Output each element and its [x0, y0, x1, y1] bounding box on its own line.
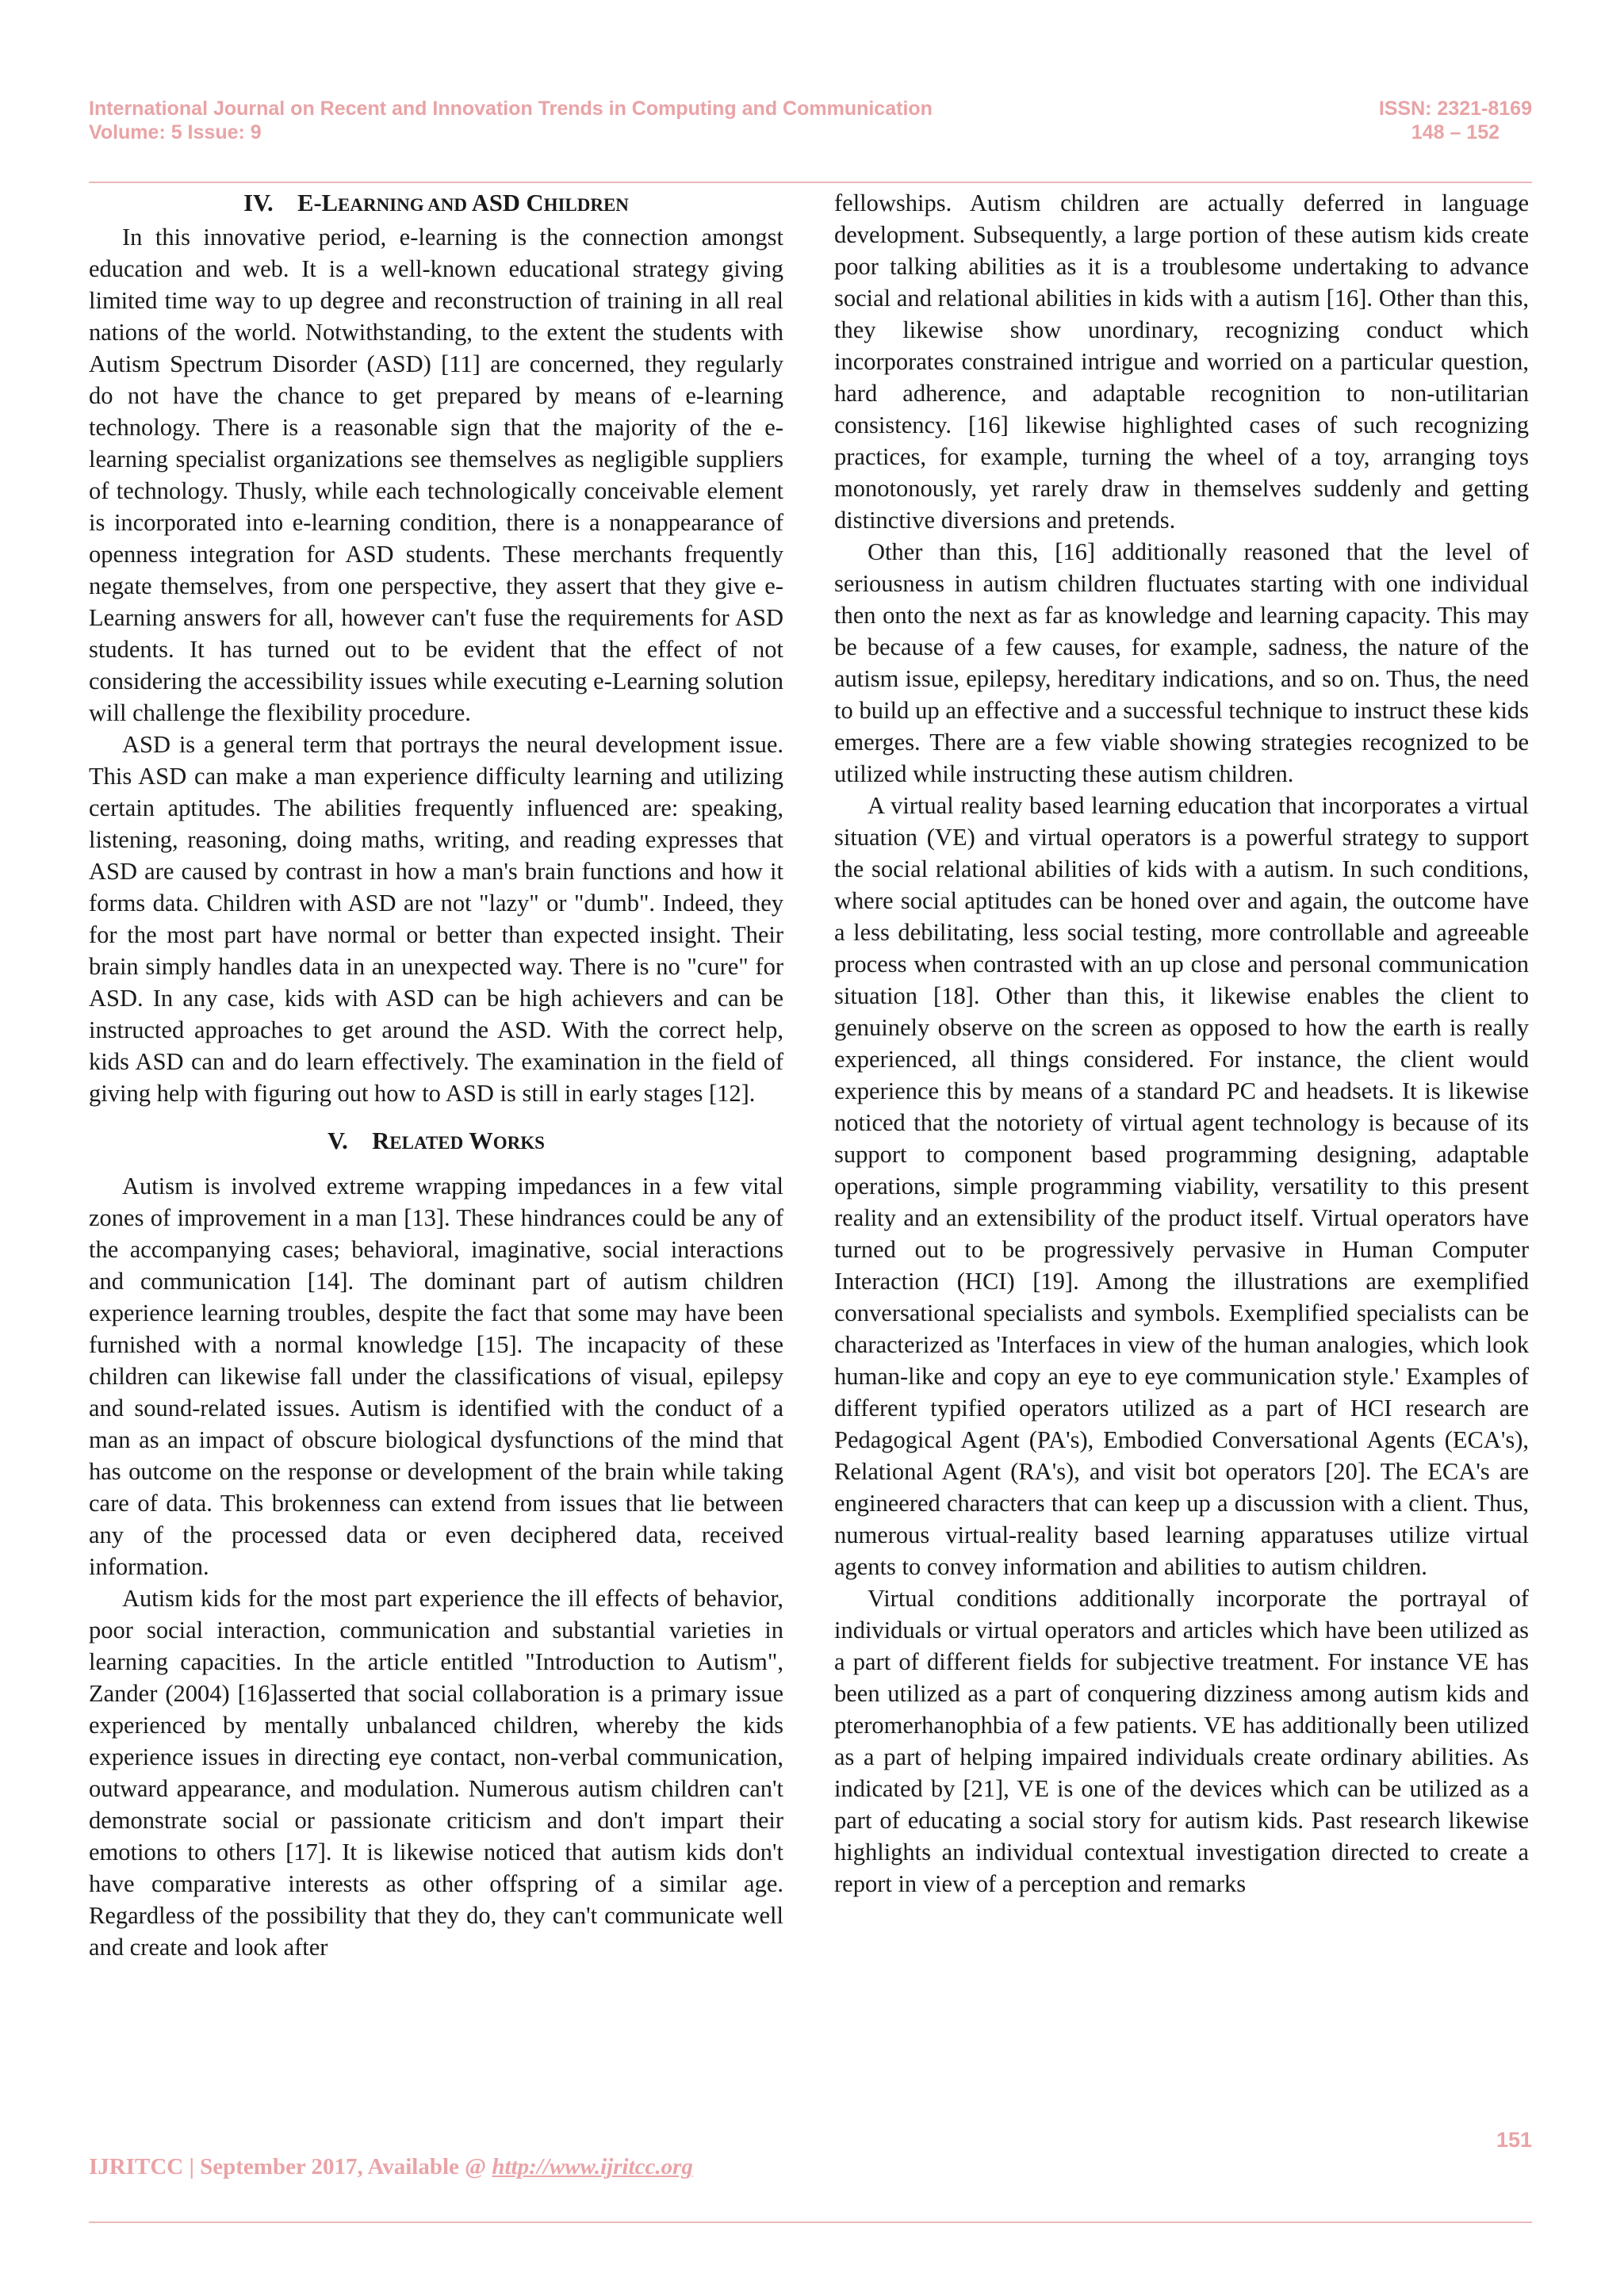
footer-citation: [89, 2154, 693, 2180]
header-right: [1379, 97, 1532, 144]
paragraph: ASD is a general term that portrays the neural development issue. This ASD can make a man experience difficulty learning and utilizing certain aptitudes. The abilities frequently influenced are: speaking, listening, reasoning, doing maths, writing, and reading expresses that ASD are caused by contrast in how a man's brain functions and how it forms data. Children with ASD are not "lazy" or "dumb". Indeed, they for the most part have normal or better than expected insight. Their brain simply handles data in an unexpected way. There is no "cure" for ASD. In any case, kids with ASD can be high achievers and can be instructed approaches to get around the ASD. With the correct help, kids ASD can and do learn effectively. The examination in the field of giving help with figuring out how to ASD is still in early stages [12].: [89, 731, 783, 1107]
header-divider: [89, 182, 1532, 183]
section-heading-iv: IV. E-LEARNING AND ASD CHILDREN: [243, 189, 629, 216]
left-column: [89, 187, 783, 1963]
paragraph: Virtual conditions additionally incorporate the portrayal of individuals or virtual operators and articles which have been utilized as a part of different fields for subjective treatment. For instance VE has been utilized as a part of conquering dizziness among autism kids and pteromerhanophbia of a few patients. VE has additionally been utilized as a part of helping impaired individuals create ordinary abilities. As indicated by [21], VE is one of the devices which can be utilized as a part of educating a social story for autism kids. Past research likewise highlights an individual contextual investigation directed to create a report in view of a perception and remarks: [834, 1585, 1529, 1897]
footer-divider: [89, 2221, 1532, 2223]
paragraph: Other than this, [16] additionally reasoned that the level of seriousness in autism children fluctuates starting with one individual then onto the next as far as knowledge and learning capacity. This may be because of a few causes, for example, sadness, the nature of the autism issue, epilepsy, hereditary indications, and so on. Thus, the need to build up an effective and a successful technique to instruct these kids emerges. There are a few viable showing strategies recognized to be utilized while instructing these autism children.: [834, 538, 1529, 787]
journal-volume: Volume: 5 Issue: 9: [89, 121, 262, 144]
journal-link[interactable]: http://www.ijritcc.org: [492, 2154, 693, 2179]
journal-issn: ISSN: 2321-8169: [1378, 98, 1532, 120]
paragraph-continued: fellowships. Autism children are actually deferred in language development. Subsequently, a large portion of these autism kids create poor talking abilities as it is a troublesome undertaking to advance social and relational abilities in kids with a autism [16]. Other than this, they likewise show unordinary, recognizing conduct which incorporates constrained intrigue and worried on a particular question, hard adherence, and adaptable recognition to non-utilitarian consistency. [16] likewise highlighted cases of such recognizing practices, for example, turning the wheel of a toy, arranging toys monotonously, yet rarely draw in themselves suddenly and getting distinctive diversions and pretends.: [834, 189, 1529, 534]
paragraph: In this innovative period, e-learning is the connection amongst education and web. It is a well-known educational strategy giving limited time way to up degree and reconstruction of training in all real nations of the world. Notwithstanding, to the extent the students with Autism Spectrum Disorder (ASD) [11] are concerned, they regularly do not have the chance to get prepared by means of e-learning technology. There is a reasonable sign that the majority of the e-learning specialist organizations see themselves as negligible suppliers of technology. Thusly, while each technologically conceivable element is incorporated into e-learning condition, there is a nonappearance of openness integration for ASD students. These merchants frequently negate themselves, from one perspective, they assert that they give e-Learning answers for all, however can't fuse the requirements for ASD students. It has turned out to be evident that the effect of not considering the accessibility issues while executing e-Learning solution will challenge the flexibility procedure.: [89, 224, 783, 726]
page-number: 151: [1496, 2128, 1532, 2152]
section-heading-v: V. RELATED WORKS: [327, 1127, 545, 1154]
page-range: 148 – 152: [1411, 121, 1500, 144]
right-column: [834, 187, 1529, 1900]
header-left: [89, 97, 933, 144]
paragraph: A virtual reality based learning education that incorporates a virtual situation (VE) and virtual operators is a powerful strategy to support the social relational abilities of kids with a autism. In such conditions, where social aptitudes can be honed over and again, the outcome have a less debilitating, less social testing, more controllable and agreeable process when contrasted with an up close and personal communication situation [18]. Other than this, it likewise enables the client to genuinely observe on the screen as opposed to how the earth is really experienced, all things considered. For instance, the client would experience this by means of a standard PC and headsets. It is likewise noticed that the notoriety of virtual agent technology is because of its support to component based programming designing, adaptable operations, simple programming viability, versatility to this present reality and an extensibility of the product itself. Virtual operators have turned out to be progressively pervasive in Human Computer Interaction (HCI) [19]. Among the illustrations are exemplified conversational specialists and symbols. Exemplified specialists can be characterized as 'Interfaces in view of the human analogies, which look human-like and copy an eye to eye communication style.' Examples of different typified operators utilized as a part of HCI research are Pedagogical Agent (PA's), Embodied Conversational Agents (ECA's), Relational Agent (RA's), and visit bot operators [20]. The ECA's are engineered characters that can keep up a discussion with a client. Thus, numerous virtual-reality based learning apparatuses utilize virtual agents to convey information and abilities to autism children.: [834, 792, 1529, 1580]
paragraph: Autism kids for the most part experience the ill effects of behavior, poor social interaction, communication and substantial varieties in learning capacities. In the article entitled "Introduction to Autism", Zander (2004) [16]asserted that social collaboration is a primary issue experienced by mentally unbalanced children, whereby the kids experience issues in directing eye contact, non-verbal communication, outward appearance, and modulation. Numerous autism children can't demonstrate social or passionate criticism and don't impart their emotions to others [17]. It is likewise noticed that autism kids don't have comparative interests as other offspring of a similar age. Regardless of the possibility that they do, they can't communicate well and create and look after: [89, 1585, 783, 1961]
paragraph: Autism is involved extreme wrapping impedances in a few vital zones of improvement in a man [13]. These hindrances could be any of the accompanying cases; behavioral, imaginative, social interactions and communication [14]. The dominant part of autism children experience learning troubles, despite the fact that some may have been furnished with a normal knowledge [15]. The incapacity of these children can likewise fall under the classifications of visual, epilepsy and sound-related issues. Autism is identified with the conduct of a man as an impact of obscure biological dysfunctions of the mind that has outcome on the response or development of the brain while taking care of data. This brokenness can extend from issues that lie between any of the processed data or even deciphered data, received information.: [89, 1173, 783, 1580]
journal-title: International Journal on Recent and Innovation Trends in Computing and Communication: [89, 98, 933, 120]
footer-text: IJRITCC | September 2017, Available @: [89, 2154, 492, 2179]
